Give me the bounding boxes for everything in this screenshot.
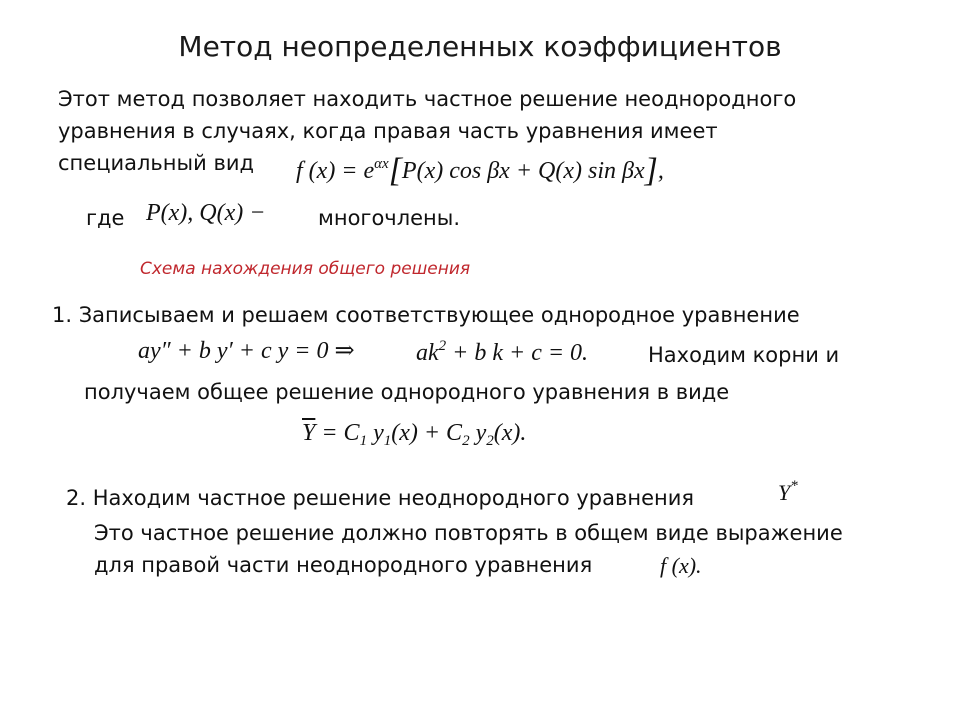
general-s2b: 2 <box>486 433 494 449</box>
step2-star: * <box>790 478 798 494</box>
step1-general: получаем общее решение однородного уравнения в виде <box>84 380 730 404</box>
general-Y: $\overline{Y}$ <box>302 420 316 446</box>
formula-fx-body: P(x) cos βx + Q(x) sin βx <box>401 158 645 184</box>
char-rest: + b k + c = 0. <box>446 340 589 366</box>
where-label: где <box>86 206 125 230</box>
formula-fx-left-bracket: [ <box>388 152 402 189</box>
general-y2: y <box>469 420 487 446</box>
page-title: Метод неопределенных коэффициентов <box>178 30 782 63</box>
step1-text: 1. Записываем и решаем соответствующее однородное уравнение <box>52 303 800 327</box>
general-s2: 2 <box>462 433 470 449</box>
step2-fx: f (x). <box>660 553 702 578</box>
step2-Y-star <box>778 478 798 506</box>
intro-line-2: уравнения в случаях, когда правая часть уравнения имеет <box>58 119 718 143</box>
formula-fx <box>296 152 664 190</box>
formula-fx-right-bracket: ] <box>644 152 658 189</box>
intro-line-1: Этот метод позволяет находить частное решение неоднородного <box>58 87 797 111</box>
general-solution-formula <box>302 420 526 450</box>
formula-fx-exponent: αx <box>374 156 389 172</box>
general-s1b: 1 <box>383 433 392 449</box>
formula-fx-tail: , <box>657 158 664 184</box>
char-power: 2 <box>438 338 447 354</box>
general-s1: 1 <box>359 433 368 449</box>
intro-line-3: специальный вид <box>58 151 254 175</box>
step1-ode: ay″ + b y′ + c y = 0 ⇒ <box>138 338 355 364</box>
general-y1: y <box>367 420 384 446</box>
where-suffix: многочлены. <box>318 206 461 230</box>
step2-text: 2. Находим частное решение неоднородного уравнения <box>66 486 695 510</box>
step1-roots: Находим корни и <box>648 343 840 367</box>
formula-fx-lhs: f (x) = e <box>296 158 375 184</box>
char-ak: ak <box>416 340 439 366</box>
general-end: (x). <box>493 420 527 446</box>
general-eq: = C <box>315 420 360 446</box>
where-polynomials: P(x), Q(x) − <box>146 200 266 226</box>
scheme-heading: Схема нахождения общего решения <box>140 259 471 279</box>
step2-desc-1: Это частное решение должно повторять в общем виде выражение <box>94 521 843 545</box>
step2-desc-2: для правой части неоднородного уравнения <box>94 553 593 577</box>
step2-Y: Y <box>778 480 791 505</box>
step1-characteristic-equation <box>416 338 588 367</box>
general-mid: (x) + C <box>391 420 463 446</box>
